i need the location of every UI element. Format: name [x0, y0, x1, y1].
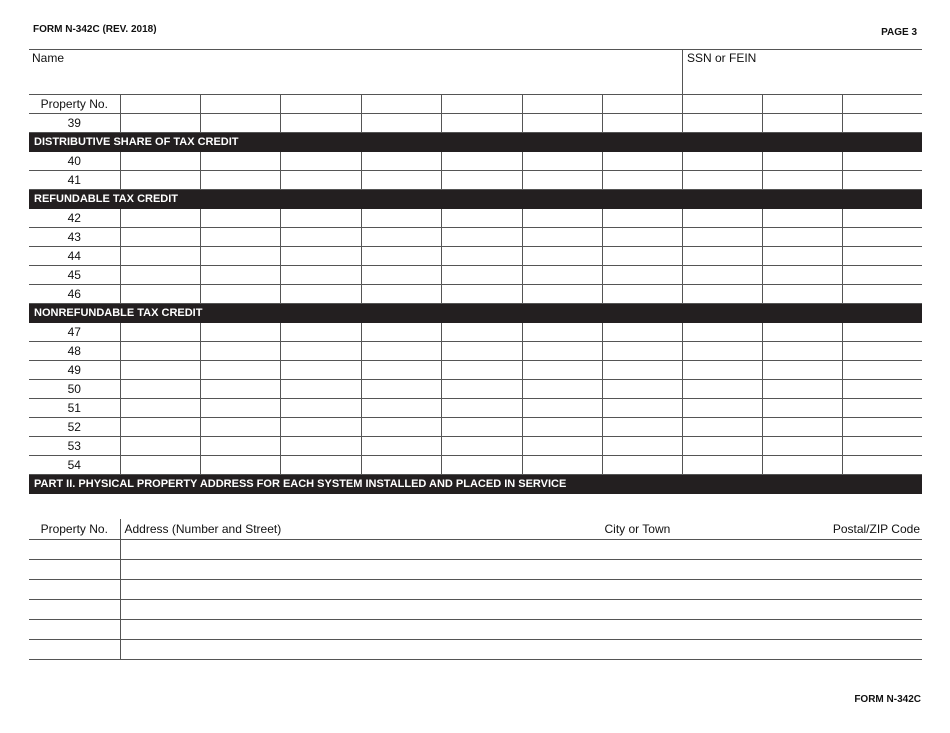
line-number: 53 [29, 437, 120, 456]
cell[interactable] [842, 323, 922, 342]
city-label: City or Town [604, 522, 671, 536]
cell[interactable] [361, 456, 441, 475]
cell[interactable] [361, 114, 441, 133]
cell[interactable] [842, 437, 922, 456]
cell[interactable] [842, 361, 922, 380]
cell[interactable] [120, 95, 200, 114]
line-number: 45 [29, 266, 120, 285]
cell[interactable] [361, 399, 441, 418]
line-number: 48 [29, 342, 120, 361]
cell[interactable] [522, 266, 602, 285]
cell[interactable] [361, 342, 441, 361]
cell[interactable] [602, 152, 682, 171]
zip-label: Postal/ZIP Code [832, 522, 920, 536]
address-cell[interactable] [120, 639, 922, 659]
cell[interactable] [522, 456, 602, 475]
address-cell[interactable] [120, 539, 922, 559]
line-number: 50 [29, 380, 120, 399]
cell[interactable] [762, 228, 842, 247]
cell[interactable] [602, 228, 682, 247]
cell[interactable] [200, 418, 280, 437]
cell[interactable] [441, 171, 522, 190]
cell[interactable] [280, 209, 361, 228]
cell[interactable] [522, 361, 602, 380]
table-row [29, 456, 922, 475]
cell[interactable] [762, 114, 842, 133]
cell[interactable] [682, 228, 762, 247]
cell[interactable] [200, 342, 280, 361]
cell[interactable] [120, 456, 200, 475]
line-number: 41 [29, 171, 120, 190]
line-number: 42 [29, 209, 120, 228]
cell[interactable] [441, 285, 522, 304]
cell[interactable] [200, 247, 280, 266]
cell[interactable] [522, 114, 602, 133]
cell[interactable] [361, 418, 441, 437]
cell[interactable] [522, 171, 602, 190]
cell[interactable] [842, 380, 922, 399]
cell[interactable] [361, 247, 441, 266]
cell[interactable] [522, 152, 602, 171]
cell[interactable] [120, 285, 200, 304]
cell[interactable] [522, 418, 602, 437]
ssn-label: SSN or FEIN [687, 51, 757, 65]
cell[interactable] [762, 266, 842, 285]
cell[interactable] [120, 418, 200, 437]
cell[interactable] [682, 266, 762, 285]
cell[interactable] [361, 380, 441, 399]
name-row [29, 49, 922, 94]
table-row [29, 437, 922, 456]
cell[interactable] [682, 95, 762, 114]
cell[interactable] [441, 209, 522, 228]
cell[interactable] [361, 228, 441, 247]
cell[interactable] [120, 437, 200, 456]
table-row [29, 323, 922, 342]
cell[interactable] [120, 209, 200, 228]
cell[interactable] [762, 342, 842, 361]
property-no-label: Property No. [29, 95, 120, 114]
cell[interactable] [120, 380, 200, 399]
cell[interactable] [441, 342, 522, 361]
cell[interactable] [441, 95, 522, 114]
address-row [29, 559, 922, 579]
cell[interactable] [682, 285, 762, 304]
cell[interactable] [280, 171, 361, 190]
street-label: Address (Number and Street) [124, 522, 282, 536]
cell[interactable] [842, 209, 922, 228]
address-cell[interactable] [120, 619, 922, 639]
table-row [29, 285, 922, 304]
line-number: 47 [29, 323, 120, 342]
section-nonrefundable: NONREFUNDABLE TAX CREDIT [29, 304, 922, 323]
table-row [29, 361, 922, 380]
section-part2: PART II. PHYSICAL PROPERTY ADDRESS FOR EACH SYSTEM INSTALLED AND PLACED IN SERVICE [29, 475, 922, 494]
table-row [29, 399, 922, 418]
cell[interactable] [280, 380, 361, 399]
cell[interactable] [682, 380, 762, 399]
cell[interactable] [762, 323, 842, 342]
cell[interactable] [280, 247, 361, 266]
cell[interactable] [842, 266, 922, 285]
cell[interactable] [682, 399, 762, 418]
cell[interactable] [441, 361, 522, 380]
cell[interactable] [280, 95, 361, 114]
cell[interactable] [120, 228, 200, 247]
address-property-cell[interactable] [29, 619, 120, 639]
table-row [29, 152, 922, 171]
cell[interactable] [602, 418, 682, 437]
line-number: 44 [29, 247, 120, 266]
cell[interactable] [842, 456, 922, 475]
cell[interactable] [120, 152, 200, 171]
address-row [29, 599, 922, 619]
cell[interactable] [120, 361, 200, 380]
cell[interactable] [441, 380, 522, 399]
cell[interactable] [762, 380, 842, 399]
cell[interactable] [120, 266, 200, 285]
cell[interactable] [682, 456, 762, 475]
cell[interactable] [522, 209, 602, 228]
cell[interactable] [120, 247, 200, 266]
cell[interactable] [200, 437, 280, 456]
cell[interactable] [280, 437, 361, 456]
cell[interactable] [441, 247, 522, 266]
table-row [29, 266, 922, 285]
cell[interactable] [522, 95, 602, 114]
cell[interactable] [682, 247, 762, 266]
cell[interactable] [120, 342, 200, 361]
address-property-cell[interactable] [29, 639, 120, 659]
cell[interactable] [682, 361, 762, 380]
cell[interactable] [842, 418, 922, 437]
section-refundable: REFUNDABLE TAX CREDIT [29, 190, 922, 209]
table-row [29, 209, 922, 228]
form-id: FORM N-342C (REV. 2018) [33, 24, 157, 35]
cell[interactable] [200, 380, 280, 399]
cell[interactable] [842, 171, 922, 190]
cell[interactable] [361, 285, 441, 304]
cell[interactable] [522, 380, 602, 399]
cell[interactable] [441, 399, 522, 418]
cell[interactable] [522, 285, 602, 304]
cell[interactable] [200, 209, 280, 228]
cell[interactable] [522, 437, 602, 456]
address-property-cell[interactable] [29, 599, 120, 619]
line-number: 46 [29, 285, 120, 304]
table-row [29, 228, 922, 247]
cell[interactable] [280, 323, 361, 342]
cell[interactable] [200, 171, 280, 190]
line-number: 51 [29, 399, 120, 418]
cell[interactable] [441, 418, 522, 437]
table-row [29, 95, 922, 114]
cell[interactable] [602, 361, 682, 380]
cell[interactable] [842, 152, 922, 171]
cell[interactable] [280, 361, 361, 380]
cell[interactable] [842, 285, 922, 304]
address-cell[interactable] [120, 599, 922, 619]
page-number: PAGE 3 [881, 27, 917, 38]
cell[interactable] [842, 399, 922, 418]
cell[interactable] [762, 209, 842, 228]
address-row [29, 539, 922, 559]
cell[interactable] [602, 437, 682, 456]
cell[interactable] [280, 266, 361, 285]
cell[interactable] [842, 342, 922, 361]
line-number: 39 [29, 114, 120, 133]
section-header [29, 304, 922, 323]
cell[interactable] [682, 342, 762, 361]
cell[interactable] [602, 456, 682, 475]
table-row [29, 114, 922, 133]
cell[interactable] [361, 209, 441, 228]
cell[interactable] [120, 114, 200, 133]
cell[interactable] [762, 95, 842, 114]
table-row [29, 342, 922, 361]
cell[interactable] [842, 228, 922, 247]
table-row [29, 171, 922, 190]
address-row [29, 639, 922, 659]
line-number: 54 [29, 456, 120, 475]
cell[interactable] [280, 228, 361, 247]
cell[interactable] [441, 266, 522, 285]
cell[interactable] [602, 209, 682, 228]
cell[interactable] [280, 152, 361, 171]
property-grid [29, 94, 922, 494]
line-number: 40 [29, 152, 120, 171]
cell[interactable] [441, 228, 522, 247]
name-field[interactable] [29, 50, 682, 95]
cell[interactable] [280, 456, 361, 475]
section-header [29, 475, 922, 494]
section-header [29, 133, 922, 152]
cell[interactable] [522, 399, 602, 418]
cell[interactable] [762, 361, 842, 380]
cell[interactable] [682, 209, 762, 228]
cell[interactable] [120, 399, 200, 418]
cell[interactable] [762, 171, 842, 190]
cell[interactable] [200, 323, 280, 342]
cell[interactable] [441, 114, 522, 133]
cell[interactable] [602, 323, 682, 342]
cell[interactable] [602, 171, 682, 190]
cell[interactable] [762, 456, 842, 475]
cell[interactable] [682, 152, 762, 171]
address-cell[interactable] [120, 579, 922, 599]
cell[interactable] [200, 399, 280, 418]
name-label: Name [32, 51, 65, 65]
cell[interactable] [762, 285, 842, 304]
cell[interactable] [602, 95, 682, 114]
address-header-row [29, 519, 922, 539]
table-row [29, 380, 922, 399]
cell[interactable] [361, 95, 441, 114]
cell[interactable] [200, 361, 280, 380]
cell[interactable] [280, 342, 361, 361]
cell[interactable] [842, 114, 922, 133]
cell[interactable] [842, 95, 922, 114]
cell[interactable] [361, 152, 441, 171]
address-property-cell[interactable] [29, 539, 120, 559]
cell[interactable] [682, 114, 762, 133]
address-table [29, 519, 922, 660]
cell[interactable] [361, 266, 441, 285]
cell[interactable] [602, 247, 682, 266]
cell[interactable] [522, 247, 602, 266]
cell[interactable] [762, 418, 842, 437]
cell[interactable] [522, 228, 602, 247]
address-row [29, 579, 922, 599]
cell[interactable] [200, 114, 280, 133]
cell[interactable] [762, 437, 842, 456]
cell[interactable] [200, 95, 280, 114]
line-number: 52 [29, 418, 120, 437]
cell[interactable] [280, 285, 361, 304]
cell[interactable] [361, 437, 441, 456]
cell[interactable] [200, 456, 280, 475]
ssn-field[interactable] [682, 50, 922, 95]
line-number: 43 [29, 228, 120, 247]
cell[interactable] [120, 171, 200, 190]
line-number: 49 [29, 361, 120, 380]
cell[interactable] [682, 437, 762, 456]
cell[interactable] [682, 418, 762, 437]
address-property-no-label: Property No. [29, 519, 120, 539]
table-row [29, 418, 922, 437]
section-header [29, 190, 922, 209]
address-property-cell[interactable] [29, 579, 120, 599]
cell[interactable] [120, 323, 200, 342]
cell[interactable] [200, 285, 280, 304]
cell[interactable] [522, 323, 602, 342]
address-cell[interactable] [120, 559, 922, 579]
section-distributive: DISTRIBUTIVE SHARE OF TAX CREDIT [29, 133, 922, 152]
cell[interactable] [602, 399, 682, 418]
cell[interactable] [441, 323, 522, 342]
cell[interactable] [602, 342, 682, 361]
cell[interactable] [602, 285, 682, 304]
cell[interactable] [200, 266, 280, 285]
cell[interactable] [441, 456, 522, 475]
footer-form-id: FORM N-342C [854, 694, 921, 705]
cell[interactable] [200, 228, 280, 247]
address-header [120, 519, 922, 539]
cell[interactable] [762, 247, 842, 266]
address-row [29, 619, 922, 639]
cell[interactable] [762, 152, 842, 171]
cell[interactable] [280, 399, 361, 418]
cell[interactable] [441, 152, 522, 171]
cell[interactable] [602, 380, 682, 399]
cell[interactable] [361, 171, 441, 190]
cell[interactable] [361, 361, 441, 380]
cell[interactable] [280, 418, 361, 437]
cell[interactable] [361, 323, 441, 342]
cell[interactable] [842, 247, 922, 266]
cell[interactable] [762, 399, 842, 418]
address-property-cell[interactable] [29, 559, 120, 579]
cell[interactable] [200, 152, 280, 171]
cell[interactable] [602, 266, 682, 285]
cell[interactable] [682, 323, 762, 342]
cell[interactable] [441, 437, 522, 456]
cell[interactable] [602, 114, 682, 133]
cell[interactable] [280, 114, 361, 133]
table-row [29, 247, 922, 266]
cell[interactable] [522, 342, 602, 361]
cell[interactable] [682, 171, 762, 190]
